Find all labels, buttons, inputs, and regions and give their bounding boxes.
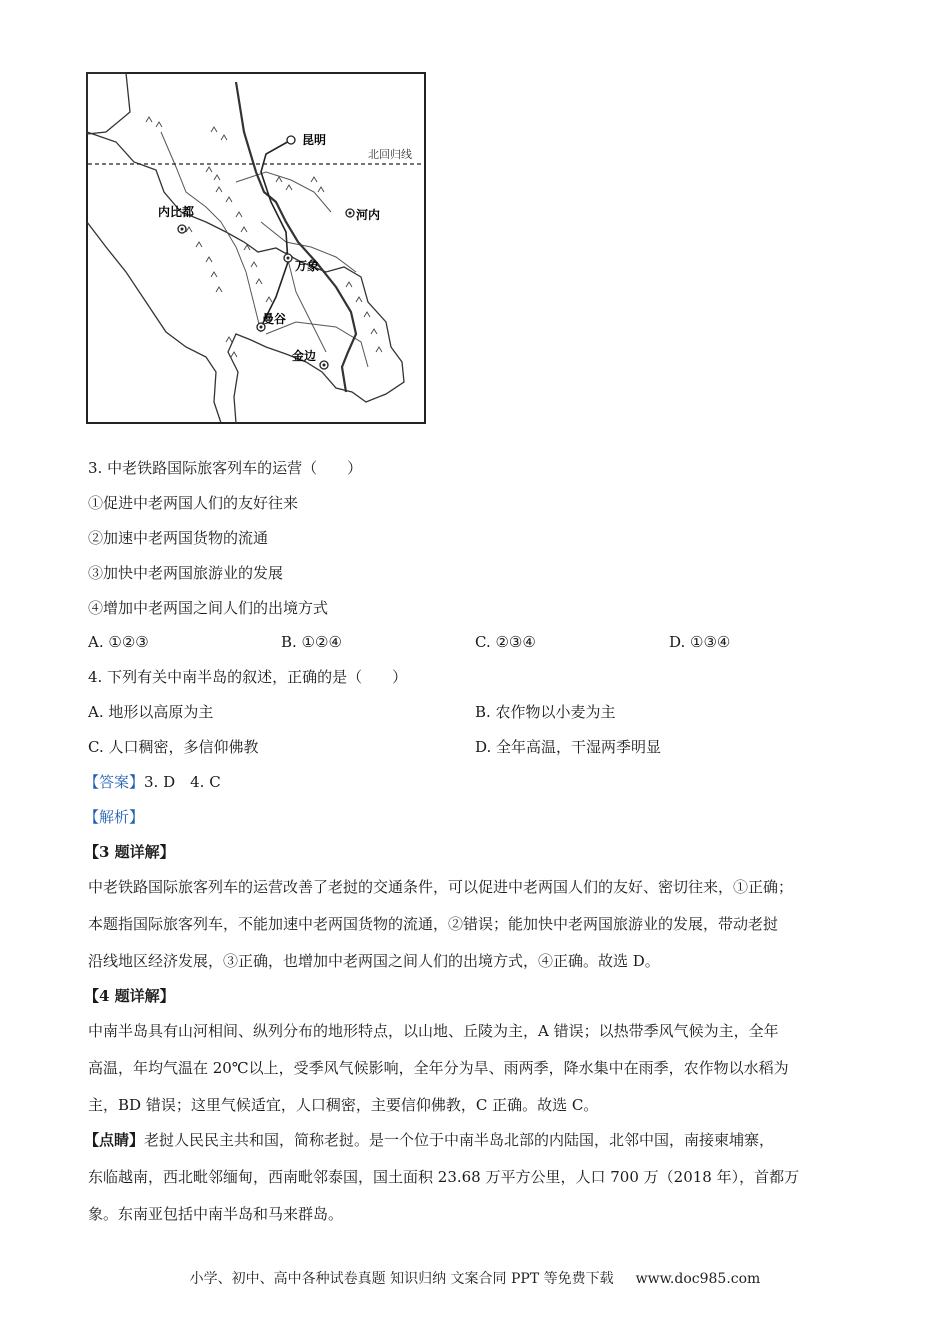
detail3-line-2: 本题指国际旅客列车，不能加速中老两国货物的流通，②错误；能加快中老两国旅游业的发展，带动老挝 bbox=[88, 915, 779, 933]
q3-option-b: B. ①②④ bbox=[281, 633, 342, 651]
q3-option-c: C. ②③④ bbox=[475, 633, 536, 651]
q4-option-b: B. 农作物以小麦为主 bbox=[475, 703, 616, 721]
q4-option-d: D. 全年高温，干湿两季明显 bbox=[475, 738, 662, 756]
q3-item-3: ③加快中老两国旅游业的发展 bbox=[88, 564, 284, 582]
label-tropic: 北回归线 bbox=[368, 148, 412, 161]
note-text-1: 老挝人民民主共和国，简称老挝。是一个位于中南半岛北部的内陆国，北邻中国，南接柬埔寨， bbox=[144, 1131, 775, 1149]
detail3-line-3: 沿线地区经济发展，③正确，也增加中老两国之间人们的出境方式，④正确。故选 D。 bbox=[88, 952, 660, 970]
q3-option-d: D. ①③④ bbox=[669, 633, 731, 651]
page-footer bbox=[0, 1268, 950, 1288]
label-bangkok: 曼谷 bbox=[262, 312, 287, 326]
label-vientiane: 万象 bbox=[295, 259, 320, 273]
q3-item-2: ②加速中老两国货物的流通 bbox=[88, 529, 269, 547]
answer-line bbox=[84, 772, 221, 792]
q3-option-a: A. ①②③ bbox=[88, 633, 149, 651]
detail4-line-1: 中南半岛具有山河相间、纵列分布的地形特点，以山地、丘陵为主，A 错误；以热带季风气候为主，全年 bbox=[88, 1022, 779, 1040]
detail3-heading: 【3 题详解】 bbox=[84, 843, 175, 861]
label-phnompenh: 金边 bbox=[292, 349, 317, 363]
note-line-1 bbox=[84, 1130, 774, 1150]
note-tag: 【点睛】 bbox=[84, 1131, 145, 1149]
map-svg bbox=[86, 72, 426, 424]
analysis-tag: 【解析】 bbox=[84, 808, 145, 826]
answer-tag: 【答案】 bbox=[84, 773, 145, 791]
map-frame bbox=[87, 73, 425, 423]
q3-item-4: ④增加中老两国之间人们的出境方式 bbox=[88, 599, 329, 617]
footer-url[interactable]: www.doc985.com bbox=[635, 1271, 761, 1287]
q3-item-1: ①促进中老两国人们的友好往来 bbox=[88, 494, 299, 512]
label-kunming: 昆明 bbox=[302, 133, 327, 147]
answer-text: 3. D 4. C bbox=[144, 773, 221, 791]
indochina-map bbox=[86, 72, 426, 424]
detail4-line-2: 高温，年均气温在 20℃以上，受季风气候影响，全年分为旱、雨两季，降水集中在雨季，农作物以水稻为 bbox=[88, 1059, 789, 1077]
q4-stem: 4. 下列有关中南半岛的叙述，正确的是（ ） bbox=[88, 668, 408, 686]
label-hanoi: 河内 bbox=[356, 208, 381, 222]
detail4-line-3: 主，BD 错误；这里气候适宜，人口稠密，主要信仰佛教，C 正确。故选 C。 bbox=[88, 1096, 599, 1114]
q4-option-a: A. 地形以高原为主 bbox=[88, 703, 214, 721]
footer-text: 小学、初中、高中各种试卷真题 知识归纳 文案合同 PPT 等免费下载 bbox=[189, 1271, 614, 1287]
note-line-3: 象。东南亚包括中南半岛和马来群岛。 bbox=[88, 1205, 344, 1223]
q3-stem: 3. 中老铁路国际旅客列车的运营（ ） bbox=[88, 459, 363, 477]
detail4-heading: 【4 题详解】 bbox=[84, 987, 175, 1005]
note-line-2: 东临越南，西北毗邻缅甸，西南毗邻泰国，国土面积 23.68 万平方公里，人口 700 万（2018 年），首都万 bbox=[88, 1168, 800, 1186]
label-naypyidaw: 内比都 bbox=[158, 205, 195, 219]
detail3-line-1: 中老铁路国际旅客列车的运营改善了老挝的交通条件，可以促进中老两国人们的友好、密切往来，①正确； bbox=[88, 878, 794, 896]
q4-option-c: C. 人口稠密，多信仰佛教 bbox=[88, 738, 259, 756]
